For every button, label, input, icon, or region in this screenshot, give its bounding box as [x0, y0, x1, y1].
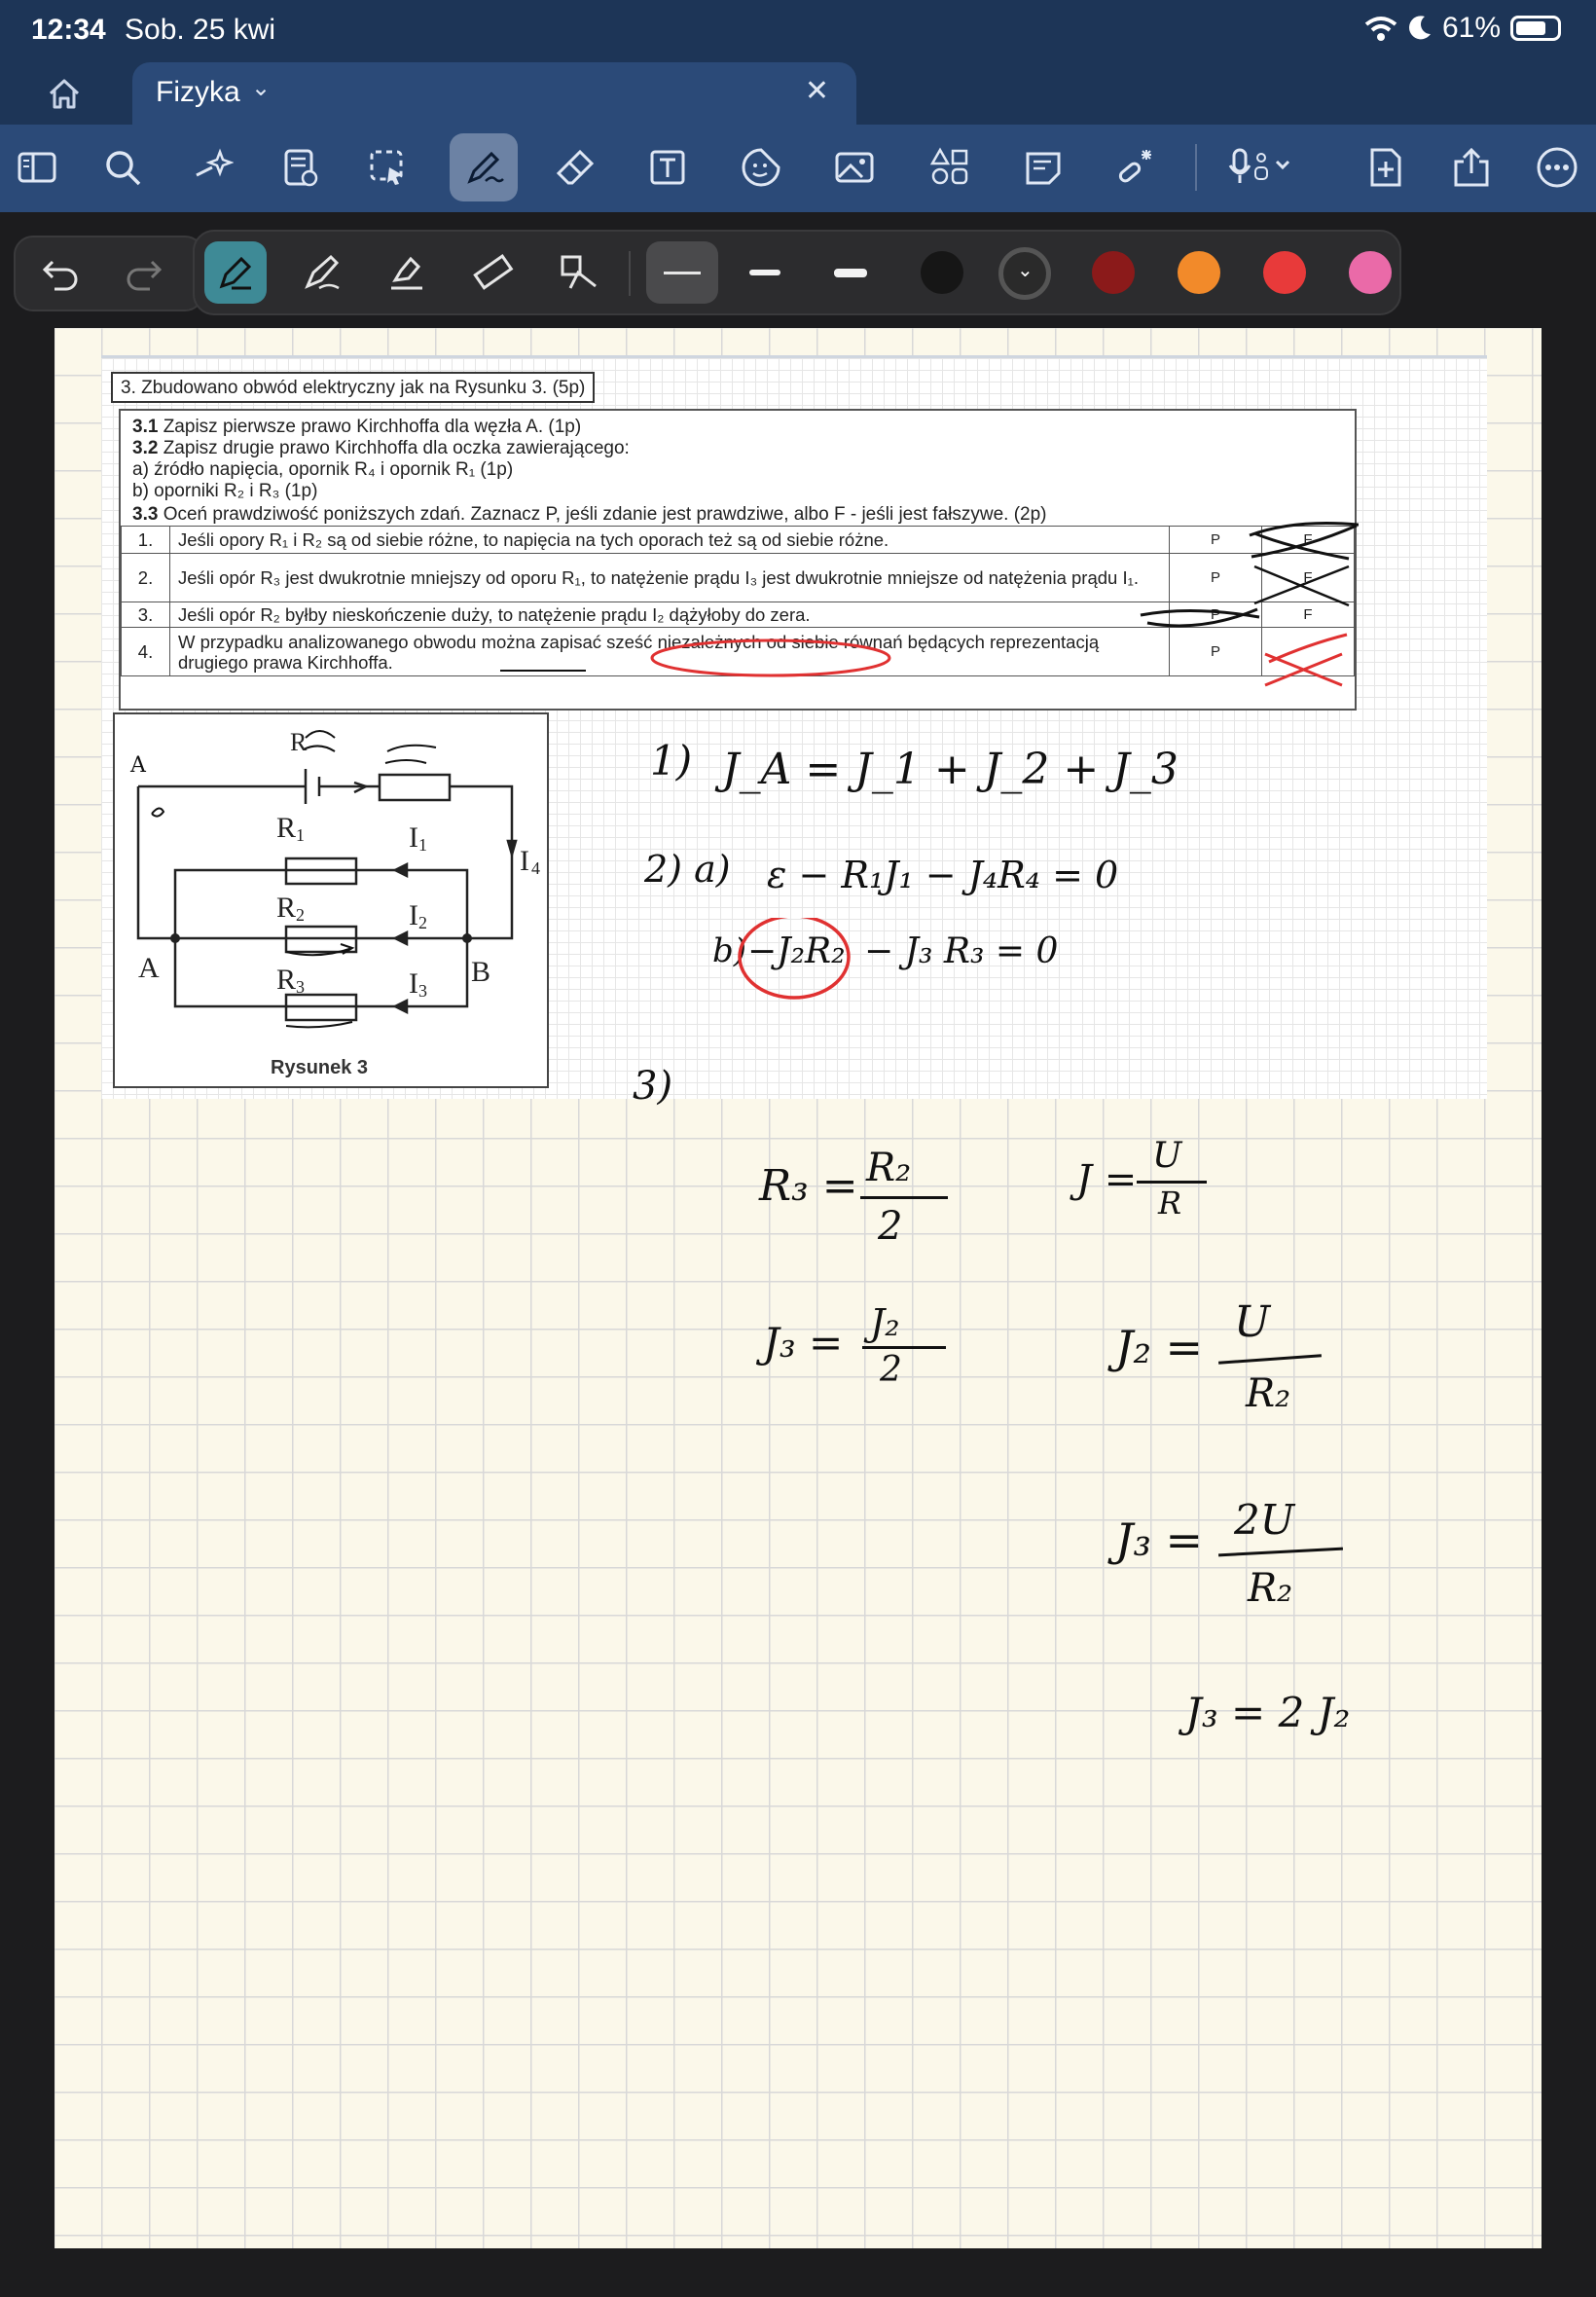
row-statement: Jeśli opór R₃ jest dwukrotnie mniejszy od oporu R₁, to natężenie prądu I₃ jest dwukrotnie mniejsze od natężenia prądu I₁.	[170, 554, 1170, 602]
hw-eq-j3b-num[interactable]: 2U	[1234, 1496, 1295, 1544]
thickness-thick[interactable]	[819, 241, 882, 304]
add-page-icon[interactable]	[1355, 136, 1417, 199]
color-swatch-orange[interactable]	[1178, 251, 1220, 294]
label-r3: R	[276, 964, 297, 996]
pen-options-bar	[193, 230, 1401, 315]
redo-icon[interactable]	[113, 242, 175, 305]
chevron-down-icon[interactable]: ⌄	[251, 75, 272, 101]
table-row	[122, 628, 1355, 676]
hw-eq-j3b-den[interactable]: R₂	[1248, 1566, 1293, 1611]
battery-icon	[1510, 16, 1561, 41]
q33-label: 3.3	[132, 504, 159, 525]
hw-eq-j2-den[interactable]: R₂	[1246, 1371, 1291, 1416]
status-bar	[0, 0, 1596, 60]
fountain-pen-icon[interactable]	[204, 241, 267, 304]
eraser-icon[interactable]	[545, 136, 607, 199]
table-row	[122, 527, 1355, 554]
undo-redo-bar	[14, 236, 204, 311]
row-number: 1.	[122, 527, 170, 554]
tab-fizyka[interactable]	[132, 62, 856, 125]
fraction-bar	[1218, 1354, 1322, 1364]
row-statement: W przypadku analizowanego obwodu można zapisać sześć niezależnych od siebie równań będących reprezentacją drugiego prawa Kirchhoffa.	[170, 628, 1170, 676]
row-number: 4.	[122, 628, 170, 676]
answer-p[interactable]: P	[1170, 527, 1262, 554]
table-row	[122, 602, 1355, 628]
hw-eq-j3-den[interactable]: 2	[880, 1350, 902, 1390]
fraction-bar	[860, 1196, 948, 1199]
hw-eq-j3-num[interactable]: J₂	[870, 1301, 900, 1344]
thickness-medium[interactable]	[734, 241, 796, 304]
row-statement: Jeśli opory R₁ i R₂ są od siebie różne, to napięcia na tych oporach też są od siebie różne.	[170, 527, 1170, 554]
hw-eq-r3-lhs[interactable]: R₃ =	[759, 1161, 858, 1211]
lasso-icon[interactable]	[356, 136, 418, 199]
label-i4-sub: 4	[531, 858, 540, 878]
hw-eq-r3-den[interactable]: 2	[878, 1204, 903, 1249]
hw-answer-1-num[interactable]: 1)	[650, 737, 693, 784]
question-box	[119, 409, 1357, 711]
q31-text: Zapisz pierwsze prawo Kirchhoffa dla węzła A. (1p)	[158, 417, 582, 437]
color-swatch-red[interactable]	[1263, 251, 1306, 294]
label-i4: I	[520, 845, 529, 877]
hw-eq-j-den[interactable]: R	[1158, 1185, 1182, 1221]
moon-icon	[1407, 15, 1433, 42]
options-divider	[629, 251, 631, 296]
laser-icon[interactable]	[1104, 136, 1166, 199]
label-r4: R	[290, 728, 308, 756]
image-icon[interactable]	[823, 136, 886, 199]
hw-eq-j-lhs[interactable]: J =	[1076, 1157, 1138, 1202]
label-i3: I	[409, 967, 418, 1000]
hw-answer-2a-num[interactable]: 2) a)	[644, 848, 731, 891]
row-number: 3.	[122, 602, 170, 628]
battery-percent: 61%	[1441, 12, 1501, 44]
sticker-icon[interactable]	[730, 136, 792, 199]
hw-answer-3-num[interactable]: 3)	[633, 1064, 673, 1109]
circuit-wires	[115, 714, 551, 1090]
undo-icon[interactable]	[29, 242, 91, 305]
label-i1: I	[409, 821, 418, 854]
wifi-icon	[1364, 15, 1397, 42]
label-i2: I	[409, 899, 418, 931]
main-toolbar	[0, 125, 1596, 212]
tab-title: Fizyka	[156, 76, 240, 108]
chevron-down-icon: ⌄	[1017, 260, 1034, 281]
answer-f[interactable]: F	[1262, 554, 1355, 602]
brush-pen-icon[interactable]	[290, 241, 352, 304]
q32a-text: a) źródło napięcia, opornik R₄ i opornik R₁ (1p)	[132, 459, 514, 480]
row-number: 2.	[122, 554, 170, 602]
figure-caption: Rysunek 3	[271, 1057, 369, 1078]
answer-f[interactable]: F	[1262, 527, 1355, 554]
circuit-diagram	[113, 712, 549, 1088]
home-icon[interactable]	[45, 74, 84, 113]
hw-answer-2a[interactable]: ε − R₁J₁ − J₄R₄ = 0	[767, 854, 1119, 896]
ruler-icon[interactable]	[461, 241, 524, 304]
label-r3-sub: 3	[296, 977, 305, 997]
hw-answer-2b-left[interactable]: −J₂R₂	[747, 931, 846, 971]
q31-label: 3.1	[132, 417, 159, 437]
q32b-text: b) oporniki R₂ i R₃ (1p)	[132, 481, 318, 501]
q32-label: 3.2	[132, 438, 159, 458]
status-date: Sob. 25 kwi	[125, 14, 276, 46]
doc-icon[interactable]	[269, 136, 331, 199]
notebook-page[interactable]	[54, 328, 1542, 2248]
more-icon[interactable]	[1526, 136, 1588, 199]
mic-icon[interactable]	[1218, 136, 1312, 199]
question-header: 3. Zbudowano obwód elektryczny jak na Rysunku 3. (5p)	[111, 372, 595, 403]
true-false-table	[121, 526, 1355, 676]
table-row	[122, 554, 1355, 602]
text-icon[interactable]	[636, 136, 699, 199]
label-r2-sub: 2	[296, 905, 305, 925]
fraction-bar	[1137, 1181, 1207, 1184]
color-swatch-darkred[interactable]	[1092, 251, 1135, 294]
label-node-a: A	[138, 952, 160, 984]
answer-p[interactable]: P	[1170, 628, 1262, 676]
hw-eq-j3-lhs[interactable]: J₃ =	[763, 1319, 844, 1367]
hw-eq-j-num[interactable]: U	[1152, 1136, 1182, 1176]
color-swatch-selected[interactable]	[998, 247, 1051, 300]
answer-f[interactable]: F	[1262, 602, 1355, 628]
pen-icon[interactable]	[450, 133, 518, 201]
share-icon[interactable]	[1440, 136, 1503, 199]
hw-answer-2b-num[interactable]: b)	[712, 931, 747, 970]
answer-p[interactable]: P	[1170, 602, 1262, 628]
hw-eq-j2-num[interactable]: U	[1234, 1297, 1271, 1347]
label-r2: R	[276, 892, 297, 924]
hw-eq-j3c[interactable]: J₃ = 2 J₂	[1185, 1689, 1351, 1736]
hw-eq-j3b-lhs[interactable]: J₃ =	[1115, 1513, 1204, 1566]
q33-text: Oceń prawdziwość poniższych zdań. Zaznacz P, jeśli zdanie jest prawdziwe, albo F - jeśli jest fałszywe. (2p)	[158, 504, 1047, 525]
hw-red-circle	[730, 918, 905, 1011]
color-swatch-pink[interactable]	[1349, 251, 1392, 294]
status-time: 12:34	[31, 14, 106, 46]
tab-bar	[0, 60, 1596, 125]
highlighter-icon[interactable]	[376, 241, 438, 304]
label-r1-sub: 1	[296, 825, 305, 845]
note-icon[interactable]	[1012, 136, 1074, 199]
fraction-bar	[862, 1346, 946, 1349]
row-statement: Jeśli opór R₂ byłby nieskończenie duży, to natężenie prądu I₂ dążyłoby do zera.	[170, 602, 1170, 628]
color-swatch-black[interactable]	[921, 251, 963, 294]
hw-eq-r3-num[interactable]: R₂	[866, 1146, 912, 1190]
label-r1: R	[276, 812, 297, 844]
search-icon[interactable]	[91, 136, 154, 199]
label-node-b: B	[471, 956, 491, 988]
label-i1-sub: 1	[418, 835, 427, 855]
shapes-icon[interactable]	[919, 136, 981, 199]
sidebar-icon[interactable]	[6, 136, 68, 199]
toolbar-divider	[1195, 144, 1197, 191]
shape-pen-icon[interactable]	[547, 241, 609, 304]
hw-answer-2b-right[interactable]: − J₃ R₃ = 0	[864, 931, 1059, 971]
answer-p[interactable]: P	[1170, 554, 1262, 602]
thickness-thin[interactable]	[646, 241, 718, 304]
hw-label-a: A	[130, 753, 146, 778]
label-i3-sub: 3	[418, 981, 427, 1001]
label-i2-sub: 2	[418, 913, 427, 932]
q32-text: Zapisz drugie prawo Kirchhoffa dla oczka zawierającego:	[158, 438, 630, 458]
hw-answer-1[interactable]: J_A = J_1 + J_2 + J_3	[722, 745, 1179, 794]
fraction-bar	[1218, 1548, 1343, 1557]
answer-f[interactable]	[1262, 628, 1355, 676]
sparkle-icon[interactable]	[181, 136, 243, 199]
hw-eq-j2-lhs[interactable]: J₂ =	[1115, 1321, 1204, 1373]
close-icon[interactable]: ✕	[804, 75, 829, 107]
